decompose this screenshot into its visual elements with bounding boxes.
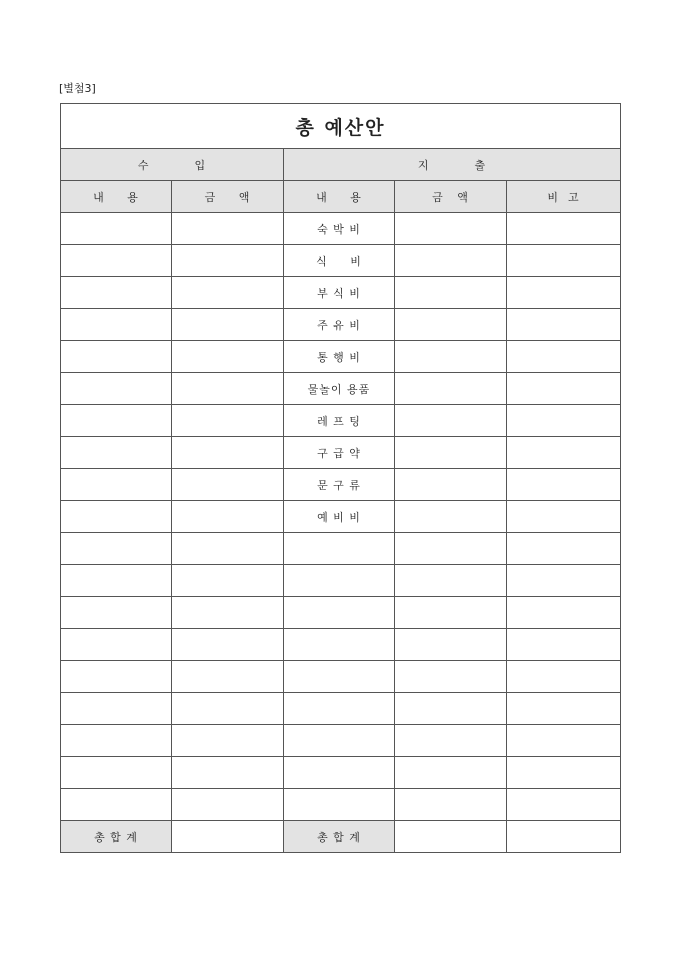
table-row [61,693,621,725]
expense-amount-cell [395,597,507,629]
expense-amount-cell [395,309,507,341]
expense-item-cell: 숙 박 비 [284,213,395,245]
expense-item-cell: 예 비 비 [284,501,395,533]
expense-item-cell: 문 구 류 [284,469,395,501]
expense-item-cell: 부 식 비 [284,277,395,309]
expense-item-cell: 구 급 약 [284,437,395,469]
expense-amount-cell [395,661,507,693]
note-total-cell [507,821,621,853]
table-row [61,309,621,341]
note-cell [507,757,621,789]
expense-amount-cell [395,341,507,373]
table-row [61,757,621,789]
expense-amount-cell [395,501,507,533]
income-amount-cell [172,725,284,757]
expense-item-cell [284,789,395,821]
table-row [61,245,621,277]
table-row [61,565,621,597]
expense-item-cell [284,757,395,789]
income-amount-cell [172,533,284,565]
expense-total-label: 총 합 계 [284,821,395,853]
expense-item-cell [284,661,395,693]
income-content-cell [61,757,172,789]
expense-group-header: 지 출 [284,149,621,181]
expense-amount-cell [395,469,507,501]
note-cell [507,693,621,725]
income-amount-cell [172,277,284,309]
income-amount-cell [172,789,284,821]
income-content-cell [61,661,172,693]
income-content-cell [61,245,172,277]
income-content-cell [61,565,172,597]
income-content-cell [61,437,172,469]
totals-row [61,821,621,853]
expense-item-cell: 주 유 비 [284,309,395,341]
note-cell [507,597,621,629]
income-amount-cell [172,245,284,277]
income-content-cell [61,309,172,341]
expense-item-cell: 물놀이 용품 [284,373,395,405]
table-row [61,469,621,501]
income-amount-cell [172,757,284,789]
attachment-label: [별첨3] [59,82,96,95]
table-row [61,373,621,405]
income-total-amount [172,821,284,853]
note-cell [507,565,621,597]
income-amount-cell [172,469,284,501]
note-cell [507,213,621,245]
table-row [61,629,621,661]
income-total-label: 총 합 계 [61,821,172,853]
table-row [61,533,621,565]
income-amount-cell [172,565,284,597]
note-header: 비 고 [507,181,621,213]
income-amount-cell [172,597,284,629]
expense-total-amount [395,821,507,853]
note-cell [507,629,621,661]
expense-item-cell [284,629,395,661]
table-row [61,437,621,469]
income-content-cell [61,277,172,309]
income-content-cell [61,405,172,437]
expense-amount-header: 금 액 [395,181,507,213]
table-row [61,661,621,693]
income-content-cell [61,629,172,661]
income-amount-cell [172,309,284,341]
income-amount-cell [172,629,284,661]
expense-amount-cell [395,693,507,725]
table-row [61,789,621,821]
note-cell [507,501,621,533]
income-content-cell [61,501,172,533]
expense-amount-cell [395,373,507,405]
table-row [61,277,621,309]
table-title: 총 예산안 [61,104,621,149]
income-amount-cell [172,437,284,469]
income-amount-cell [172,501,284,533]
note-cell [507,725,621,757]
income-amount-cell [172,661,284,693]
expense-content-header: 내 용 [284,181,395,213]
expense-item-cell [284,533,395,565]
note-cell [507,789,621,821]
expense-item-cell [284,693,395,725]
expense-amount-cell [395,405,507,437]
income-content-cell [61,213,172,245]
expense-amount-cell [395,245,507,277]
income-content-cell [61,597,172,629]
income-content-cell [61,373,172,405]
income-amount-cell [172,373,284,405]
table-row [61,213,621,245]
note-cell [507,533,621,565]
note-cell [507,245,621,277]
note-cell [507,661,621,693]
note-cell [507,277,621,309]
expense-amount-cell [395,277,507,309]
expense-amount-cell [395,533,507,565]
budget-table [60,103,621,853]
income-amount-cell [172,341,284,373]
income-content-cell [61,469,172,501]
note-cell [507,405,621,437]
income-amount-cell [172,213,284,245]
income-content-header: 내 용 [61,181,172,213]
note-cell [507,341,621,373]
income-content-cell [61,789,172,821]
expense-item-cell: 식 비 [284,245,395,277]
table-row [61,405,621,437]
expense-amount-cell [395,757,507,789]
table-row [61,341,621,373]
income-amount-header: 금 액 [172,181,284,213]
income-amount-cell [172,405,284,437]
note-cell [507,469,621,501]
table-row [61,597,621,629]
income-group-header: 수 입 [61,149,284,181]
expense-item-cell [284,725,395,757]
note-cell [507,437,621,469]
expense-amount-cell [395,725,507,757]
income-content-cell [61,693,172,725]
income-content-cell [61,533,172,565]
expense-amount-cell [395,565,507,597]
expense-amount-cell [395,213,507,245]
expense-item-cell: 레 프 팅 [284,405,395,437]
expense-amount-cell [395,437,507,469]
income-content-cell [61,341,172,373]
expense-item-cell: 통 행 비 [284,341,395,373]
income-content-cell [61,725,172,757]
note-cell [507,373,621,405]
expense-item-cell [284,565,395,597]
table-row [61,501,621,533]
expense-item-cell [284,597,395,629]
income-amount-cell [172,693,284,725]
expense-amount-cell [395,789,507,821]
expense-amount-cell [395,629,507,661]
table-row [61,725,621,757]
note-cell [507,309,621,341]
